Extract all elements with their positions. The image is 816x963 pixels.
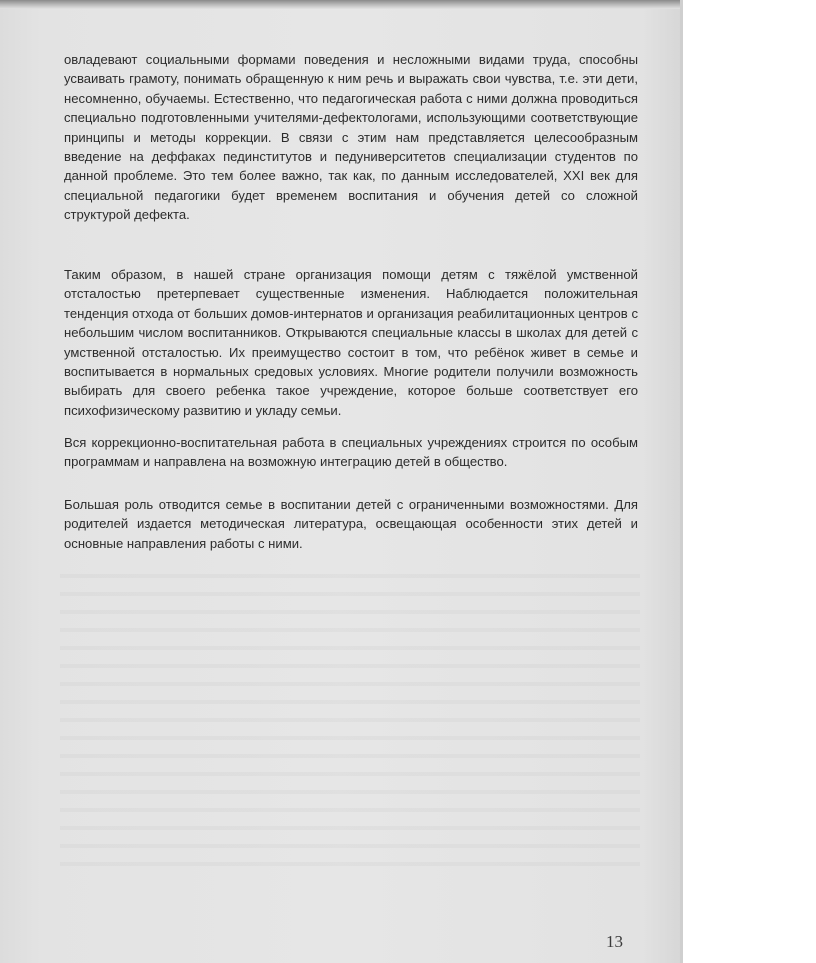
page-number: 13 — [606, 932, 623, 951]
paragraph-4: Большая роль отводится семье в воспитании детей с ограниченными возможностями. Для родителей издается методическая литература, освещающая особенности этих детей и основные направления работы с ними. — [64, 497, 638, 551]
paragraph-3: Вся коррекционно-воспитательная работа в специальных учреждениях строится по особым программам и направлена на возможную интеграцию детей в общество. — [64, 435, 638, 470]
page-top-shadow — [0, 0, 683, 9]
page-right-edge — [680, 0, 683, 963]
paragraph-1: овладевают социальными формами поведения и несложными видами труда, способны усваивать грамоту, понимать обращенную к ним речь и выражать свои чувства, т.е. эти дети, несомненно, обучаемы. Естественно, что педагогическая работа с ними должна проводиться специально подготовленными учителями-дефектологами, использующими соответствующие принципы и методы коррекции. В связи с этим нам представляется целесообразным введение на деффаках пединститутов и педуниверситетов специализации студентов по данной проблеме. Это тем более важно, так как, по данным исследователей, XXI век для специальной педагогики будет временем воспитания и обучения детей со сложной структурой дефекта. — [64, 52, 638, 223]
show-through-text — [60, 560, 640, 880]
paragraph-2: Таким образом, в нашей стране организация помощи детям с тяжёлой умственной отсталостью претерпевает существенные изменения. Наблюдается положительная тенденция отхода от больших домов-интернатов и организация реабилитационных центров с небольшим числом воспитанников. Открываются специальные классы в школах для детей с умственной отсталостью. Их преимущество состоит в том, что ребёнок живет в семье и воспитывается в нормальных средовых условиях. Многие родители получили возможность выбирать для своего ребенка такое учреждение, которое больше соответствует его психофизическому развитию и укладу семьи. — [64, 267, 638, 418]
